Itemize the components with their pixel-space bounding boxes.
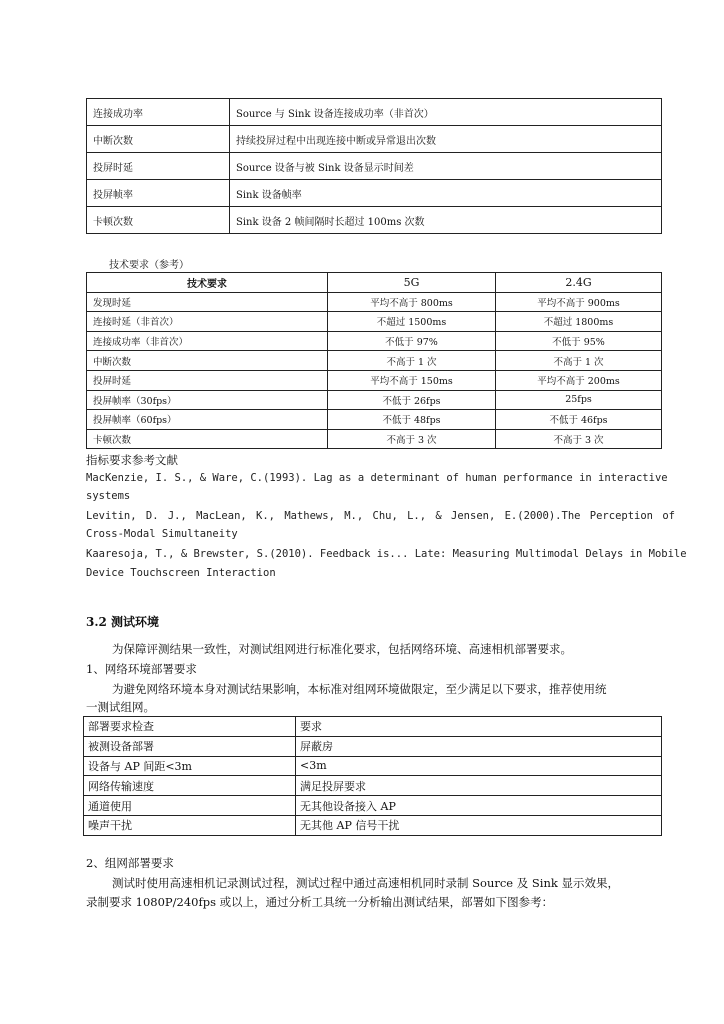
table-row: 设备与 AP 间距<3m <3m <box>84 756 662 776</box>
paragraph-line: 为避免网络环境本身对测试结果影响，本标准对组网环境做限定，至少满足以下要求，推荐使用统 <box>112 682 607 696</box>
section-heading: 3.2 测试环境 <box>86 615 160 629</box>
table-row: 噪声干扰 无其他 AP 信号干扰 <box>84 815 662 835</box>
reference-line: Device Touchscreen Interaction <box>86 567 276 579</box>
reference-line: Cross-Modal Simultaneity <box>86 528 238 540</box>
table-row: 连接时延（非首次） 不超过 1500ms 不超过 1800ms <box>87 312 662 332</box>
reference-line: systems <box>86 490 131 502</box>
table-row: 部署要求检查 要求 <box>84 717 662 737</box>
table-header-row <box>87 273 662 293</box>
column-header: 5G <box>328 273 496 293</box>
column-header: 技术要求 <box>87 273 328 293</box>
column-header: 2.4G <box>496 273 662 293</box>
metric-definition-table <box>86 98 662 234</box>
table-row: 投屏时延 平均不高于 150ms 平均不高于 200ms <box>87 370 662 390</box>
table-caption: 技术要求（参考） <box>109 260 189 271</box>
paragraph-line: 一测试组网。 <box>86 700 155 714</box>
paragraph-line: 录制要求 1080P/240fps 或以上，通过分析工具统一分析输出测试结果，部署如下图参考： <box>86 895 554 909</box>
table-row: 中断次数 持续投屏过程中出现连接中断或异常退出次数 <box>87 126 662 153</box>
table-row: 卡顿次数 不高于 3 次 不高于 3 次 <box>87 429 662 449</box>
table-row: 中断次数 不高于 1 次 不高于 1 次 <box>87 351 662 371</box>
table-row: 通道使用 无其他设备接入 AP <box>84 796 662 816</box>
table-row: 卡顿次数 Sink 设备 2 帧间隔时长超过 100ms 次数 <box>87 207 662 234</box>
reference-line: MacKenzie, I. S., & Ware, C.(1993). Lag as a determinant of human performance in interactive <box>86 472 668 484</box>
table-row: 投屏帧率（30fps） 不低于 26fps 25fps <box>87 390 662 410</box>
table-row: 连接成功率 Source 与 Sink 设备连接成功率（非首次） <box>87 99 662 126</box>
table-row: 连接成功率（非首次） 不低于 97% 不低于 95% <box>87 331 662 351</box>
technical-requirements-table <box>86 272 662 449</box>
table-row: 被测设备部署 屏蔽房 <box>84 736 662 756</box>
network-deployment-table <box>83 716 662 836</box>
subsection-heading: 1、网络环境部署要求 <box>86 662 197 676</box>
reference-line: Levitin, D. J., MacLean, K., Mathews, M., Chu, L., & Jensen, E.(2000).The Perception of <box>86 510 675 522</box>
subsection-heading: 2、组网部署要求 <box>86 856 174 870</box>
paragraph-line: 测试时使用高速相机记录测试过程，测试过程中通过高速相机同时录制 Source 及 Sink 显示效果， <box>112 876 620 890</box>
references-heading: 指标要求参考文献 <box>86 453 178 467</box>
table-row: 发现时延 平均不高于 800ms 平均不高于 900ms <box>87 292 662 312</box>
table-row: 投屏帧率 Sink 设备帧率 <box>87 180 662 207</box>
table-row: 网络传输速度 满足投屏要求 <box>84 776 662 796</box>
reference-line: Kaaresoja, T., & Brewster, S.(2010). Feedback is... Late: Measuring Multimodal Delays in Mobile <box>86 548 687 560</box>
table-row: 投屏时延 Source 设备与被 Sink 设备显示时间差 <box>87 153 662 180</box>
paragraph: 为保障评测结果一致性，对测试组网进行标准化要求，包括网络环境、高速相机部署要求。 <box>112 642 572 656</box>
table-row: 投屏帧率（60fps） 不低于 48fps 不低于 46fps <box>87 410 662 430</box>
